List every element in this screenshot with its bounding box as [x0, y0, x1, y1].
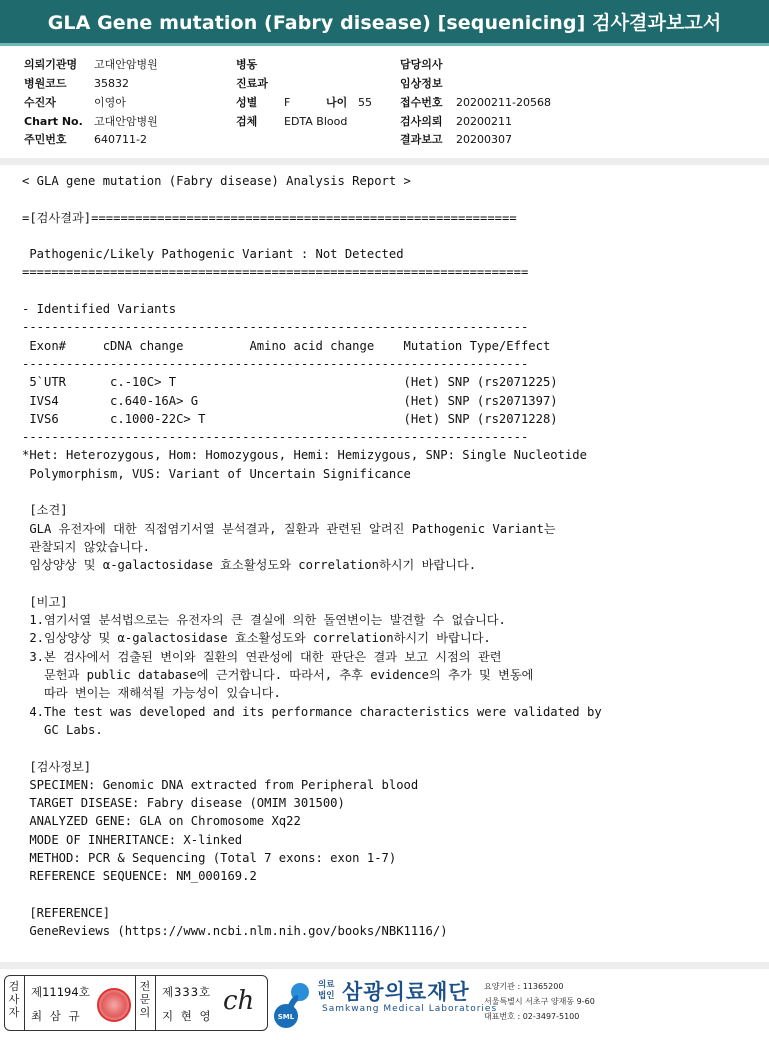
report-line — [22, 190, 752, 208]
report-line: =[검사결과]========================================================== — [22, 210, 517, 225]
hospital-name-label: 의뢰기관명 — [24, 58, 78, 71]
report-line: ANALYZED GENE: GLA on Chromosome Xq22 — [22, 814, 301, 829]
receipt-no-label: 접수번호 — [400, 96, 443, 109]
patient-name-label: 수진자 — [24, 96, 56, 109]
sml-logo-icon — [272, 978, 312, 1028]
report-line: [REFERENCE] — [22, 905, 111, 920]
report-line — [22, 282, 752, 300]
hospital-code-value: 35832 — [94, 77, 129, 90]
report-line: GeneReviews (https://www.ncbi.nlm.nih.gov/books/NBK1116/) — [22, 924, 448, 939]
age-label: 나이 — [326, 96, 348, 109]
report-line: --------------------------------------------------------------------- — [22, 430, 529, 445]
divider — [155, 976, 156, 1030]
clinical-info-label: 임상정보 — [400, 77, 443, 90]
footer-separator — [0, 962, 769, 969]
report-line: 임상양상 및 α-galactosidase 효소활성도와 correlation하시기 바랍니다. — [22, 558, 477, 573]
report-line: METHOD: PCR & Sequencing (Total 7 exons: exon 1-7) — [22, 850, 397, 865]
report-line: --------------------------------------------------------------------- — [22, 320, 529, 335]
patient-info-header — [0, 56, 769, 156]
report-date-value: 20200307 — [456, 133, 512, 146]
receipt-no-value: 20200211-20568 — [456, 96, 551, 109]
inspector-license: 제11194호 — [31, 985, 90, 999]
footer — [0, 972, 769, 1040]
organization-name-english: Samkwang Medical Laboratories — [322, 1004, 498, 1014]
report-line: 5`UTR c.-10C> T (Het) SNP (rs2071225) — [22, 375, 558, 390]
specimen-value: EDTA Blood — [284, 115, 348, 128]
report-date-label: 결과보고 — [400, 133, 443, 146]
report-line: GC Labs. — [22, 722, 103, 737]
report-line: IVS4 c.640-16A> G (Het) SNP (rs2071397) — [22, 393, 558, 408]
patient-name-value: 이영아 — [94, 96, 126, 109]
report-line: 4.The test was developed and its performance characteristics were validated by — [22, 704, 602, 719]
logo-text: SML — [277, 1013, 295, 1021]
org-address: 서울특별시 서초구 양재동 9-60 — [484, 997, 595, 1006]
report-line — [22, 886, 752, 904]
sex-label: 성별 — [236, 96, 258, 109]
resident-no-value: 640711-2 — [94, 133, 147, 146]
signature-box — [4, 975, 268, 1031]
report-line: Pathogenic/Likely Pathogenic Variant : Not Detected — [22, 247, 404, 262]
report-line: 관찰되지 않았습니다. — [22, 539, 150, 554]
divider — [24, 976, 25, 1030]
org-type: 의료 법인 — [318, 980, 335, 1001]
specialist-label: 전문의 — [139, 980, 151, 1019]
report-line: REFERENCE SEQUENCE: NM_000169.2 — [22, 869, 257, 884]
report-line — [22, 483, 752, 501]
report-line: 따라 변이는 재해석될 가능성이 있습니다. — [22, 686, 281, 701]
report-line — [22, 227, 752, 245]
report-line: 1.염기서열 분석법으로는 유전자의 큰 결실에 의한 돌연변이는 발견할 수 없습니다. — [22, 613, 506, 628]
divider — [135, 976, 136, 1030]
report-line: --------------------------------------------------------------------- — [22, 356, 529, 371]
report-line: Polymorphism, VUS: Variant of Uncertain Significance — [22, 466, 411, 481]
hospital-name-value: 고대안암병원 — [94, 58, 158, 71]
report-line: GLA 유전자에 대한 직접염기서열 분석결과, 질환과 관련된 알려진 Pathogenic Variant는 — [22, 521, 556, 536]
inspector-label: 검사자 — [8, 980, 20, 1019]
report-title: GLA Gene mutation (Fabry disease) [sequenicing] 검사결과보고서 — [0, 0, 769, 46]
inspector-name: 최 삼 규 — [31, 1009, 82, 1023]
report-line: TARGET DISEASE: Fabry disease (OMIM 301500) — [22, 796, 345, 811]
report-line: 문헌과 public database에 근거합니다. 따라서, 추후 evidence의 추가 및 변동에 — [22, 668, 534, 683]
chart-no-label: Chart No. — [24, 115, 83, 128]
report-line: [소견] — [22, 503, 68, 518]
report-line — [22, 575, 752, 593]
request-date-label: 검사의뢰 — [400, 115, 443, 128]
org-code: 요양기관 : 11365200 — [484, 982, 564, 991]
header-separator — [0, 158, 769, 165]
specialist-signature: ch — [223, 986, 255, 1016]
chart-no-value: 고대안암병원 — [94, 115, 158, 128]
report-line: IVS6 c.1000-22C> T (Het) SNP (rs2071228) — [22, 411, 558, 426]
report-line: *Het: Heterozygous, Hom: Homozygous, Hemi: Hemizygous, SNP: Single Nucleotide — [22, 448, 587, 463]
specialist-name: 지 현 영 — [162, 1009, 213, 1023]
report-line: ===================================================================== — [22, 265, 529, 280]
specimen-label: 검체 — [236, 115, 258, 128]
report-line: SPECIMEN: Genomic DNA extracted from Peripheral blood — [22, 777, 419, 792]
report-line: MODE OF INHERITANCE: X-linked — [22, 832, 243, 847]
organization-info — [484, 979, 595, 1024]
ward-label: 병동 — [236, 58, 258, 71]
report-line — [22, 739, 752, 757]
report-line: Exon# cDNA change Amino acid change Mutation Type/Effect — [22, 338, 551, 353]
age-value: 55 — [358, 96, 372, 109]
official-seal — [97, 988, 131, 1022]
report-line: < GLA gene mutation (Fabry disease) Analysis Report > — [22, 174, 411, 188]
doctor-label: 담당의사 — [400, 58, 443, 71]
request-date-value: 20200211 — [456, 115, 512, 128]
report-line: 2.임상양상 및 α-galactosidase 효소활성도와 correlation하시기 바랍니다. — [22, 631, 491, 646]
report-line: [비고] — [22, 594, 68, 609]
hospital-code-label: 병원코드 — [24, 77, 67, 90]
org-phone: 대표번호 : 02-3497-5100 — [484, 1012, 580, 1021]
specialist-license: 제333호 — [162, 985, 212, 999]
department-label: 진료과 — [236, 77, 268, 90]
report-line: [검사정보] — [22, 759, 92, 774]
report-line: - Identified Variants — [22, 302, 177, 317]
sex-value: F — [284, 96, 291, 109]
organization-name: 삼광의료재단 — [342, 980, 470, 1004]
report-line: 3.본 검사에서 검출된 변이와 질환의 연관성에 대한 판단은 결과 보고 시점의 관련 — [22, 649, 502, 664]
resident-no-label: 주민번호 — [24, 133, 67, 146]
report-body — [22, 172, 752, 940]
